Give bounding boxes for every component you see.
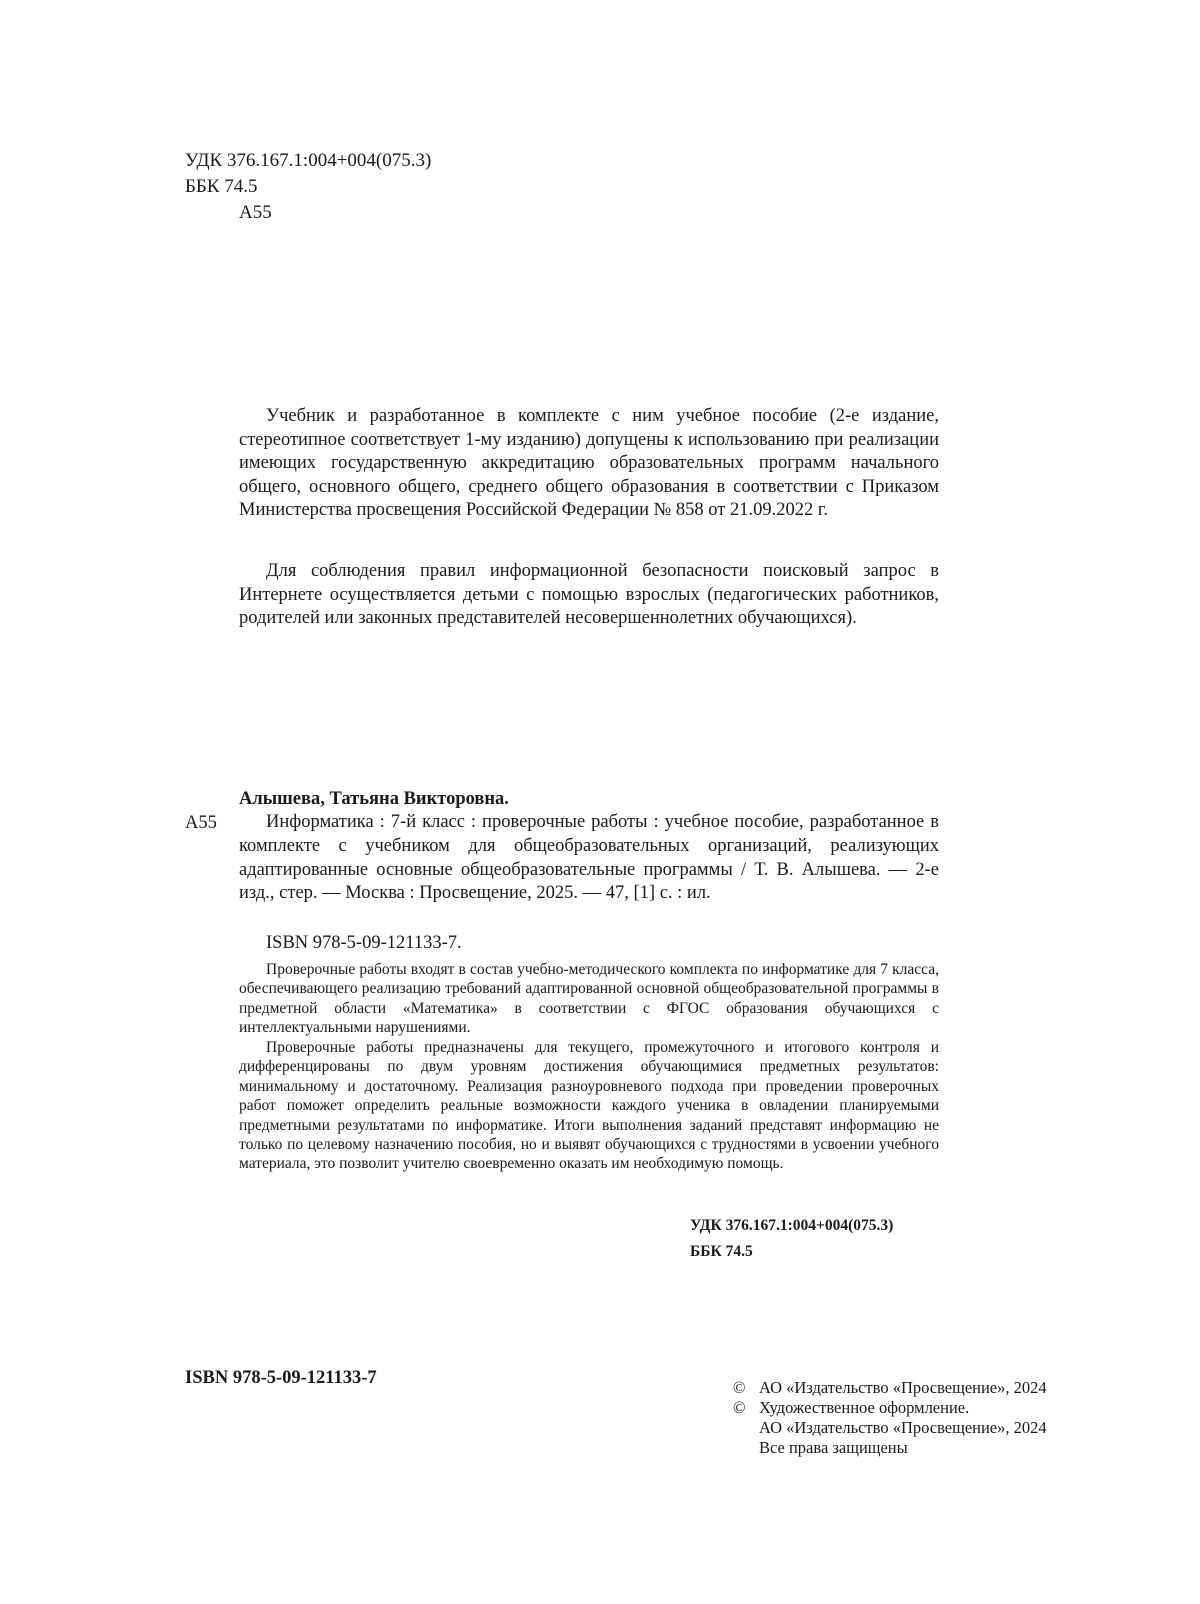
- bottom-classification: [690, 1213, 946, 1265]
- copyright-row-4: [733, 1438, 1047, 1458]
- annotation-paragraph-1: Проверочные работы входят в состав учебно-методического комплекта по информатике для 7 класса, обеспечивающего реализацию требований адаптированной основной общеобразовательной программы в предметной области «Математика» в соответствии с ФГОС образования обучающихся с интеллектуальными нарушениями.: [239, 961, 939, 1037]
- copyright-line-1: АО «Издательство «Просвещение», 2024: [759, 1378, 1047, 1397]
- copyright-line-3: АО «Издательство «Просвещение», 2024: [759, 1418, 1047, 1437]
- author-sign: А55: [239, 202, 272, 223]
- copyright-icon: ©: [733, 1398, 746, 1417]
- record-author-sign: А55: [185, 813, 217, 833]
- approval-paragraph: Учебник и разработанное в комплекте с ним учебное пособие (2-е издание, стереотипное соответствует 1-му изданию) допущены к использованию при реализации имеющих государственную аккредитацию образовательных программ начального общего, основного общего, среднего общего образования в соответствии с Приказом Министерства просвещения Российской Федерации № 858 от 21.09.2022 г.: [239, 406, 939, 520]
- copyright-row-3: [733, 1418, 1047, 1438]
- bottom-bbk-code: ББК 74.5: [690, 1243, 753, 1260]
- copyright-line-4: Все права защищены: [759, 1438, 908, 1457]
- udk-code: УДК 376.167.1:004+004(075.3): [185, 150, 432, 171]
- annotation-paragraph-2: Проверочные работы предназначены для текущего, промежуточного и итогового контроля и дифференцированы по двум уровням достижения обучающимися предметных результатов: минимальному и достаточному. Реализация разноуровневого подхода при проведении проверочных работ поможет определить реальные возможности каждого ученика в овладении планируемыми предметными результатами по информатике. Итоги выполнения заданий представят информацию не только по целевому назначению пособия, но и выявят обучающихся с трудностями в усвоении учебного материала, это позволит учителю своевременно оказать им необходимую помощь.: [239, 1039, 939, 1173]
- record-author: Алышева, Татьяна Викторовна.: [239, 789, 509, 809]
- classification-block: [185, 148, 431, 226]
- isbn-bottom: ISBN 978-5-09-121133-7: [185, 1368, 377, 1388]
- record-title: Информатика : 7-й класс : проверочные работы : учебное пособие, разработанное в комплекте с учебником для общеобразовательных организаций, реализующих адаптированные основные общеобразовательные программы / Т. В. Алышева. — 2-е изд., стер. — Москва : Просвещение, 2025. — 47, [1] с. : ил.: [239, 812, 939, 904]
- copyright-row-2: [733, 1398, 1047, 1418]
- safety-paragraph: Для соблюдения правил информационной безопасности поисковый запрос в Интернете осуществляется детьми с помощью взрослых (педагогических работников, родителей или законных представителей несовершеннолетних обучающихся).: [239, 561, 939, 628]
- copyright-line-2: Художественное оформление.: [759, 1398, 970, 1417]
- record-isbn: ISBN 978-5-09-121133-7.: [266, 933, 462, 953]
- copyright-block: [733, 1378, 1047, 1458]
- bbk-code: ББК 74.5: [185, 176, 258, 197]
- copyright-icon: ©: [733, 1378, 746, 1397]
- copyright-row-1: [733, 1378, 1047, 1398]
- bottom-udk-code: УДК 376.167.1:004+004(075.3): [690, 1217, 894, 1234]
